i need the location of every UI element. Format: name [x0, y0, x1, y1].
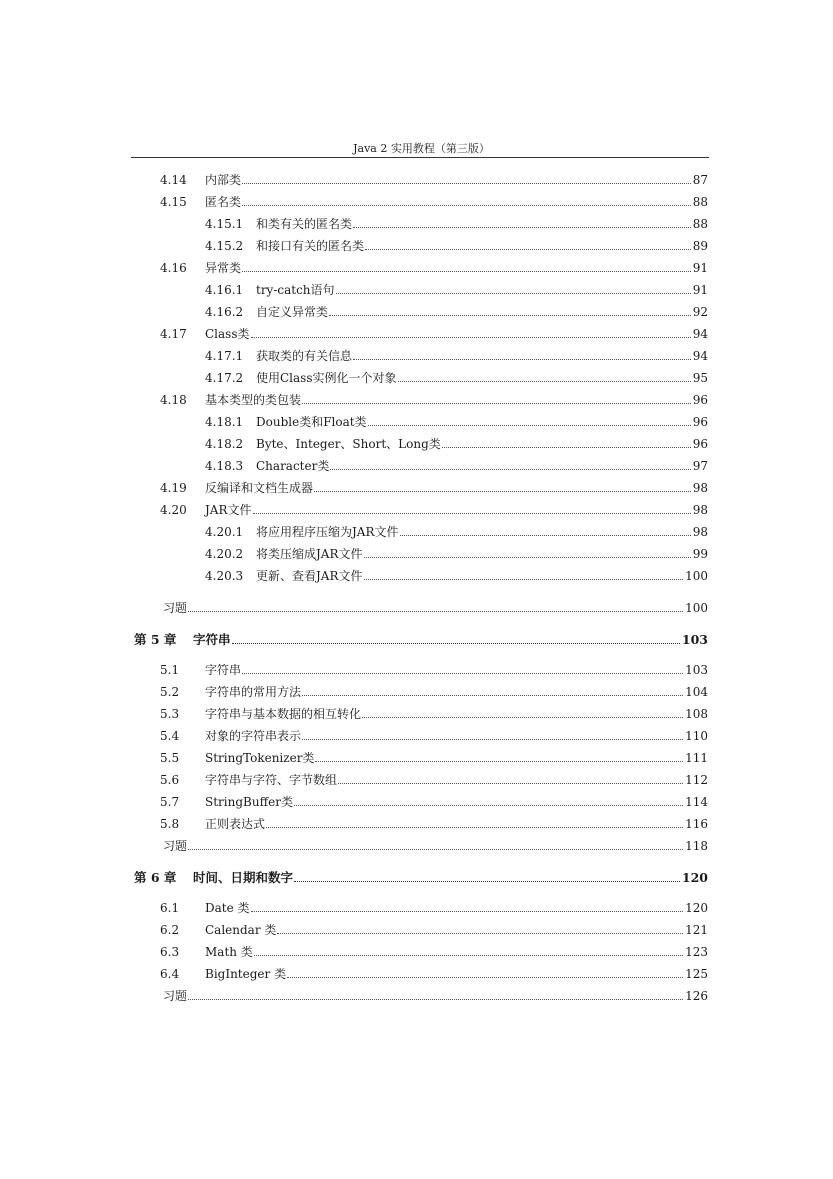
toc-section-number: 4.15.2	[205, 239, 244, 253]
toc-entry	[0, 259, 833, 277]
toc-section-number: 6.2	[160, 923, 180, 937]
toc-page-number: 116	[685, 817, 708, 831]
toc-page-number: 123	[685, 945, 708, 959]
dot-leader	[242, 673, 683, 674]
toc-entry	[0, 705, 833, 723]
toc-section-number: 4.14	[160, 173, 187, 187]
toc-entry	[0, 749, 833, 767]
dot-leader	[302, 403, 691, 404]
toc-title: Date 类	[205, 901, 250, 915]
dot-leader	[398, 381, 691, 382]
toc-entry	[0, 391, 833, 409]
toc-entry	[0, 567, 833, 585]
dot-leader	[294, 881, 680, 882]
dot-leader	[188, 611, 683, 612]
toc-page-number: 120	[681, 870, 708, 885]
toc-entry	[0, 325, 833, 343]
toc-page-number: 126	[685, 989, 708, 1003]
toc-page-number: 114	[685, 795, 708, 809]
toc-title: 使用Class实例化一个对象	[256, 371, 397, 385]
toc-title: 匿名类	[205, 195, 242, 209]
dot-leader	[338, 783, 683, 784]
dot-leader	[242, 271, 691, 272]
toc-section-number: 第 5 章	[134, 632, 177, 647]
toc-page-number: 103	[681, 632, 708, 647]
dot-leader	[251, 337, 691, 338]
toc-title: 字符串的常用方法	[205, 685, 302, 699]
toc-title: 习题	[163, 989, 188, 1003]
toc-section-number: 4.16.2	[205, 305, 244, 319]
running-header: Java 2 实用教程（第三版）	[353, 142, 490, 155]
toc-title: 将类压缩成JAR文件	[256, 547, 363, 561]
toc-page-number: 111	[685, 751, 708, 765]
dot-leader	[314, 491, 691, 492]
dot-leader	[362, 717, 683, 718]
toc-entry	[0, 237, 833, 255]
toc-page-number: 96	[692, 415, 708, 429]
toc-title: StringBuffer类	[205, 795, 293, 809]
toc-section-number: 4.18.2	[205, 437, 244, 451]
dot-leader	[442, 447, 691, 448]
toc-title: 反编译和文档生成器	[205, 481, 314, 495]
toc-entry	[0, 479, 833, 497]
toc-page-number: 120	[685, 901, 708, 915]
toc-section-number: 6.3	[160, 945, 180, 959]
toc-section-number: 5.2	[160, 685, 180, 699]
toc-section-number: 5.3	[160, 707, 180, 721]
toc-entry	[0, 457, 833, 475]
toc-section-number: 4.16	[160, 261, 187, 275]
dot-leader	[232, 643, 680, 644]
dot-leader	[364, 557, 691, 558]
toc-section-number: 4.17.1	[205, 349, 244, 363]
toc-section-number: 4.20	[160, 503, 187, 517]
toc-section-number: 5.1	[160, 663, 180, 677]
toc-page-number: 112	[685, 773, 708, 787]
toc-title: 内部类	[205, 173, 242, 187]
toc-section-number: 4.18.1	[205, 415, 244, 429]
toc-entry	[0, 545, 833, 563]
toc-section-number: 5.6	[160, 773, 180, 787]
toc-title: JAR文件	[205, 503, 252, 517]
dot-leader	[287, 977, 683, 978]
toc-section-number: 4.20.1	[205, 525, 244, 539]
toc-chapter-entry	[0, 869, 833, 887]
toc-entry	[0, 413, 833, 431]
toc-page-number: 100	[685, 601, 708, 615]
toc-title: 获取类的有关信息	[256, 349, 353, 363]
dot-leader	[368, 425, 691, 426]
toc-entry	[0, 303, 833, 321]
toc-entry	[0, 661, 833, 679]
toc-page-number: 103	[685, 663, 708, 677]
toc-section-number: 4.20.3	[205, 569, 244, 583]
toc-title: 基本类型的类包装	[205, 393, 302, 407]
toc-entry	[0, 837, 833, 855]
dot-leader	[302, 695, 683, 696]
toc-entry	[0, 793, 833, 811]
toc-entry	[0, 599, 833, 617]
toc-title: BigInteger 类	[205, 967, 287, 981]
toc-section-number: 5.5	[160, 751, 180, 765]
dot-leader	[188, 999, 683, 1000]
toc-section-number: 4.18	[160, 393, 187, 407]
toc-title: Byte、Integer、Short、Long类	[256, 437, 441, 451]
toc-page-number: 96	[692, 393, 708, 407]
dot-leader	[277, 933, 683, 934]
toc-title: try-catch语句	[256, 283, 335, 297]
toc-page-number: 97	[692, 459, 708, 473]
toc-page-number: 89	[692, 239, 708, 253]
header-rule	[131, 157, 709, 158]
toc-entry	[0, 215, 833, 233]
toc-page-number: 96	[692, 437, 708, 451]
toc-title: 对象的字符串表示	[205, 729, 302, 743]
toc-entry	[0, 771, 833, 789]
toc-section-number: 4.17	[160, 327, 187, 341]
dot-leader	[400, 535, 691, 536]
toc-entry	[0, 193, 833, 211]
toc-page-number: 94	[692, 349, 708, 363]
dot-leader	[242, 205, 691, 206]
toc-entry	[0, 281, 833, 299]
toc-entry	[0, 899, 833, 917]
toc-page-number: 104	[685, 685, 708, 699]
toc-entry	[0, 347, 833, 365]
toc-title: Character类	[256, 459, 330, 473]
toc-page-number: 88	[692, 217, 708, 231]
dot-leader	[365, 249, 691, 250]
toc-section-number: 4.15	[160, 195, 187, 209]
toc-entry	[0, 369, 833, 387]
toc-section-number: 第 6 章	[134, 870, 177, 885]
toc-page-number: 121	[685, 923, 708, 937]
toc-page-number: 91	[692, 261, 708, 275]
toc-page-number: 94	[692, 327, 708, 341]
toc-title: 和类有关的匿名类	[256, 217, 353, 231]
toc-page-number: 98	[692, 525, 708, 539]
toc-page-number: 110	[685, 729, 708, 743]
toc-chapter-entry	[0, 631, 833, 649]
dot-leader	[302, 739, 683, 740]
dot-leader	[294, 805, 683, 806]
toc-page-number: 88	[692, 195, 708, 209]
dot-leader	[266, 827, 683, 828]
toc-title: 习题	[163, 601, 188, 615]
toc-page-number: 118	[685, 839, 708, 853]
toc-section-number: 4.16.1	[205, 283, 244, 297]
toc-title: 和接口有关的匿名类	[256, 239, 365, 253]
toc-section-number: 5.4	[160, 729, 180, 743]
toc-section-number: 6.4	[160, 967, 180, 981]
toc-page-number: 100	[685, 569, 708, 583]
toc-title: 习题	[163, 839, 188, 853]
toc-page-number: 108	[685, 707, 708, 721]
toc-section-number: 5.7	[160, 795, 180, 809]
toc-section-number: 4.20.2	[205, 547, 244, 561]
toc-page-number: 99	[692, 547, 708, 561]
toc-page-number: 98	[692, 481, 708, 495]
toc-entry	[0, 943, 833, 961]
toc-title: 字符串	[193, 632, 231, 647]
toc-title: 字符串与字符、字节数组	[205, 773, 338, 787]
toc-entry	[0, 435, 833, 453]
toc-title: 字符串	[205, 663, 242, 677]
toc-title: 异常类	[205, 261, 242, 275]
toc-page-number: 92	[692, 305, 708, 319]
toc-section-number: 4.18.3	[205, 459, 244, 473]
toc-entry	[0, 501, 833, 519]
dot-leader	[330, 469, 690, 470]
toc-section-number: 5.8	[160, 817, 180, 831]
toc-title: Calendar 类	[205, 923, 277, 937]
toc-title: StringTokenizer类	[205, 751, 315, 765]
dot-leader	[315, 761, 683, 762]
toc-entry	[0, 965, 833, 983]
dot-leader	[188, 849, 683, 850]
dot-leader	[329, 315, 691, 316]
toc-entry	[0, 921, 833, 939]
toc-title: 更新、查看JAR文件	[256, 569, 363, 583]
toc-page-number: 125	[685, 967, 708, 981]
toc-entry	[0, 523, 833, 541]
toc-page-number: 95	[692, 371, 708, 385]
toc-title: Math 类	[205, 945, 253, 959]
toc-section-number: 6.1	[160, 901, 180, 915]
dot-leader	[364, 579, 684, 580]
toc-title: 正则表达式	[205, 817, 266, 831]
toc-section-number: 4.17.2	[205, 371, 244, 385]
toc-title: 将应用程序压缩为JAR文件	[256, 525, 399, 539]
toc-section-number: 4.15.1	[205, 217, 244, 231]
toc-entry	[0, 727, 833, 745]
toc-title: Double类和Float类	[256, 415, 367, 429]
dot-leader	[242, 183, 691, 184]
toc-title: 字符串与基本数据的相互转化	[205, 707, 362, 721]
toc-title: 时间、日期和数字	[193, 870, 294, 885]
toc-page-number: 87	[692, 173, 708, 187]
toc-section-number: 4.19	[160, 481, 187, 495]
dot-leader	[251, 911, 684, 912]
toc-entry	[0, 815, 833, 833]
dot-leader	[253, 513, 691, 514]
dot-leader	[353, 359, 691, 360]
dot-leader	[254, 955, 683, 956]
toc-title: Class类	[205, 327, 250, 341]
toc-page-number: 91	[692, 283, 708, 297]
dot-leader	[353, 227, 691, 228]
toc-entry	[0, 987, 833, 1005]
dot-leader	[336, 293, 691, 294]
toc-title: 自定义异常类	[256, 305, 329, 319]
toc-entry	[0, 683, 833, 701]
toc-page-number: 98	[692, 503, 708, 517]
toc-entry	[0, 171, 833, 189]
